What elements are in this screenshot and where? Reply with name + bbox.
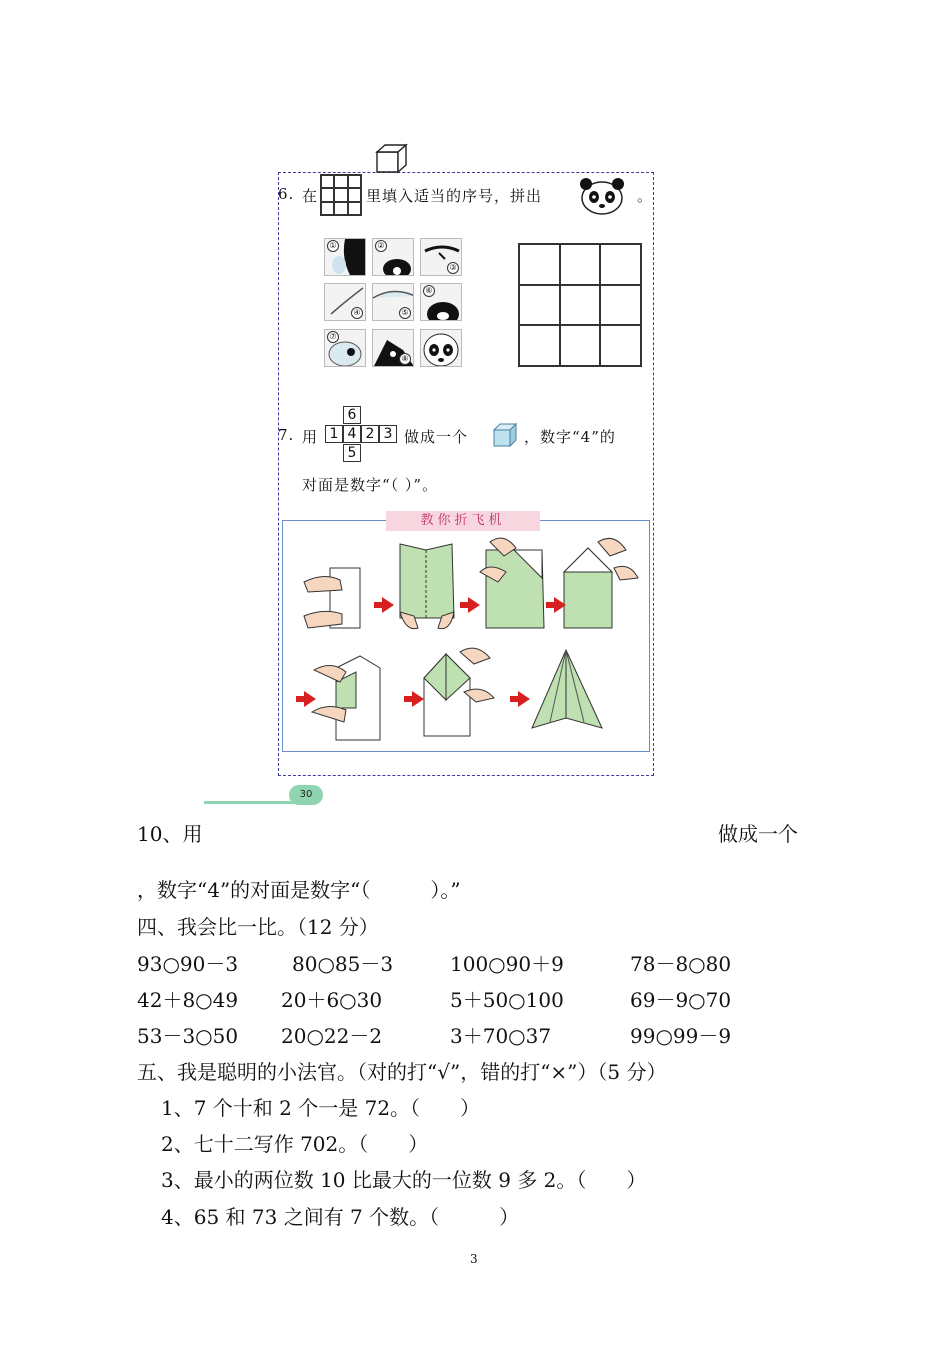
compare-item: 42＋8○49 (137, 988, 239, 1012)
section4-title: 四、我会比一比。（12 分） (137, 915, 379, 939)
q7-text-mid: 做成一个 (404, 428, 469, 446)
compare-item: 100○90＋9 (450, 952, 564, 976)
compare-item: 93○90－3 (137, 952, 239, 976)
puzzle-tile-2: ② (372, 238, 414, 276)
section5-title: 五、我是聪明的小法官。（对的打“√”，错的打“×”）（5 分） (137, 1060, 667, 1084)
compare-item: 69－9○70 (630, 988, 732, 1012)
arrow-icon (304, 691, 316, 707)
puzzle-tile-8: ⑧ (372, 329, 414, 367)
compare-item: 78－8○80 (630, 952, 732, 976)
compare-item: 80○85－3 (292, 952, 394, 976)
badge-line (204, 801, 304, 804)
compare-item: 3＋70○37 (450, 1024, 552, 1048)
q7-line2: 对面是数字“（ ）”。 (302, 476, 439, 494)
q10-line2: ，数字“4”的对面是数字“（ ）。” (137, 878, 461, 902)
q7-text-end: ，数字“4”的 (524, 428, 616, 446)
answer-grid (518, 243, 642, 367)
plane-step-2 (400, 544, 454, 629)
puzzle-tile-3: ③ (420, 238, 462, 276)
judge-item: 2、七十二写作 702。（ ） (161, 1132, 429, 1156)
compare-item: 20＋6○30 (281, 988, 383, 1012)
scan-page-badge: 30 (289, 785, 323, 805)
plane-title: 教你折飞机 (386, 511, 540, 531)
plane-step-7 (532, 650, 602, 728)
compare-item: 20○22－2 (281, 1024, 383, 1048)
q6-text-mid: 里填入适当的序号，拼出 (366, 187, 543, 205)
arrow-icon (412, 691, 424, 707)
plane-steps (284, 532, 648, 750)
q10-label: 10、用 (137, 822, 203, 846)
puzzle-tile-6: ⑥ (420, 283, 462, 321)
compare-item: 53－3○50 (137, 1024, 239, 1048)
judge-item: 1、7 个十和 2 个一是 72。（ ） (161, 1096, 481, 1120)
plane-step-4 (564, 538, 638, 628)
q7-text-pre: 用 (302, 428, 319, 446)
page-number: 3 (470, 1252, 478, 1266)
q6-number: 6. (278, 185, 295, 203)
arrow-icon (468, 597, 480, 613)
judge-item: 3、最小的两位数 10 比最大的一位数 9 多 2。（ ） (161, 1168, 647, 1192)
q7-number: 7. (278, 426, 295, 444)
plane-step-3 (480, 538, 544, 628)
judge-item: 4、65 和 73 之间有 7 个数。（ ） (161, 1205, 520, 1229)
panda-icon (578, 176, 626, 216)
blue-cube-icon (492, 422, 520, 448)
q6-text-end: 。 (637, 187, 654, 205)
plane-step-6 (424, 648, 494, 736)
puzzle-tile-5: ⑤ (372, 283, 414, 321)
q10-right: 做成一个 (718, 822, 798, 846)
compare-item: 99○99－9 (630, 1024, 732, 1048)
puzzle-tile-1: ① (324, 238, 366, 276)
plane-step-5 (312, 656, 380, 740)
puzzle-tile-7: ⑦ (324, 329, 366, 367)
compare-item: 5＋50○100 (450, 988, 564, 1012)
q6-text-pre: 在 (302, 187, 319, 205)
plane-step-1 (304, 568, 360, 628)
cube-icon (374, 142, 408, 174)
arrow-icon (382, 597, 394, 613)
arrow-icon (554, 597, 566, 613)
puzzle-tile-4: ④ (324, 283, 366, 321)
arrow-icon (518, 691, 530, 707)
puzzle-tile-9 (420, 329, 462, 367)
q6-small-grid (320, 174, 362, 216)
